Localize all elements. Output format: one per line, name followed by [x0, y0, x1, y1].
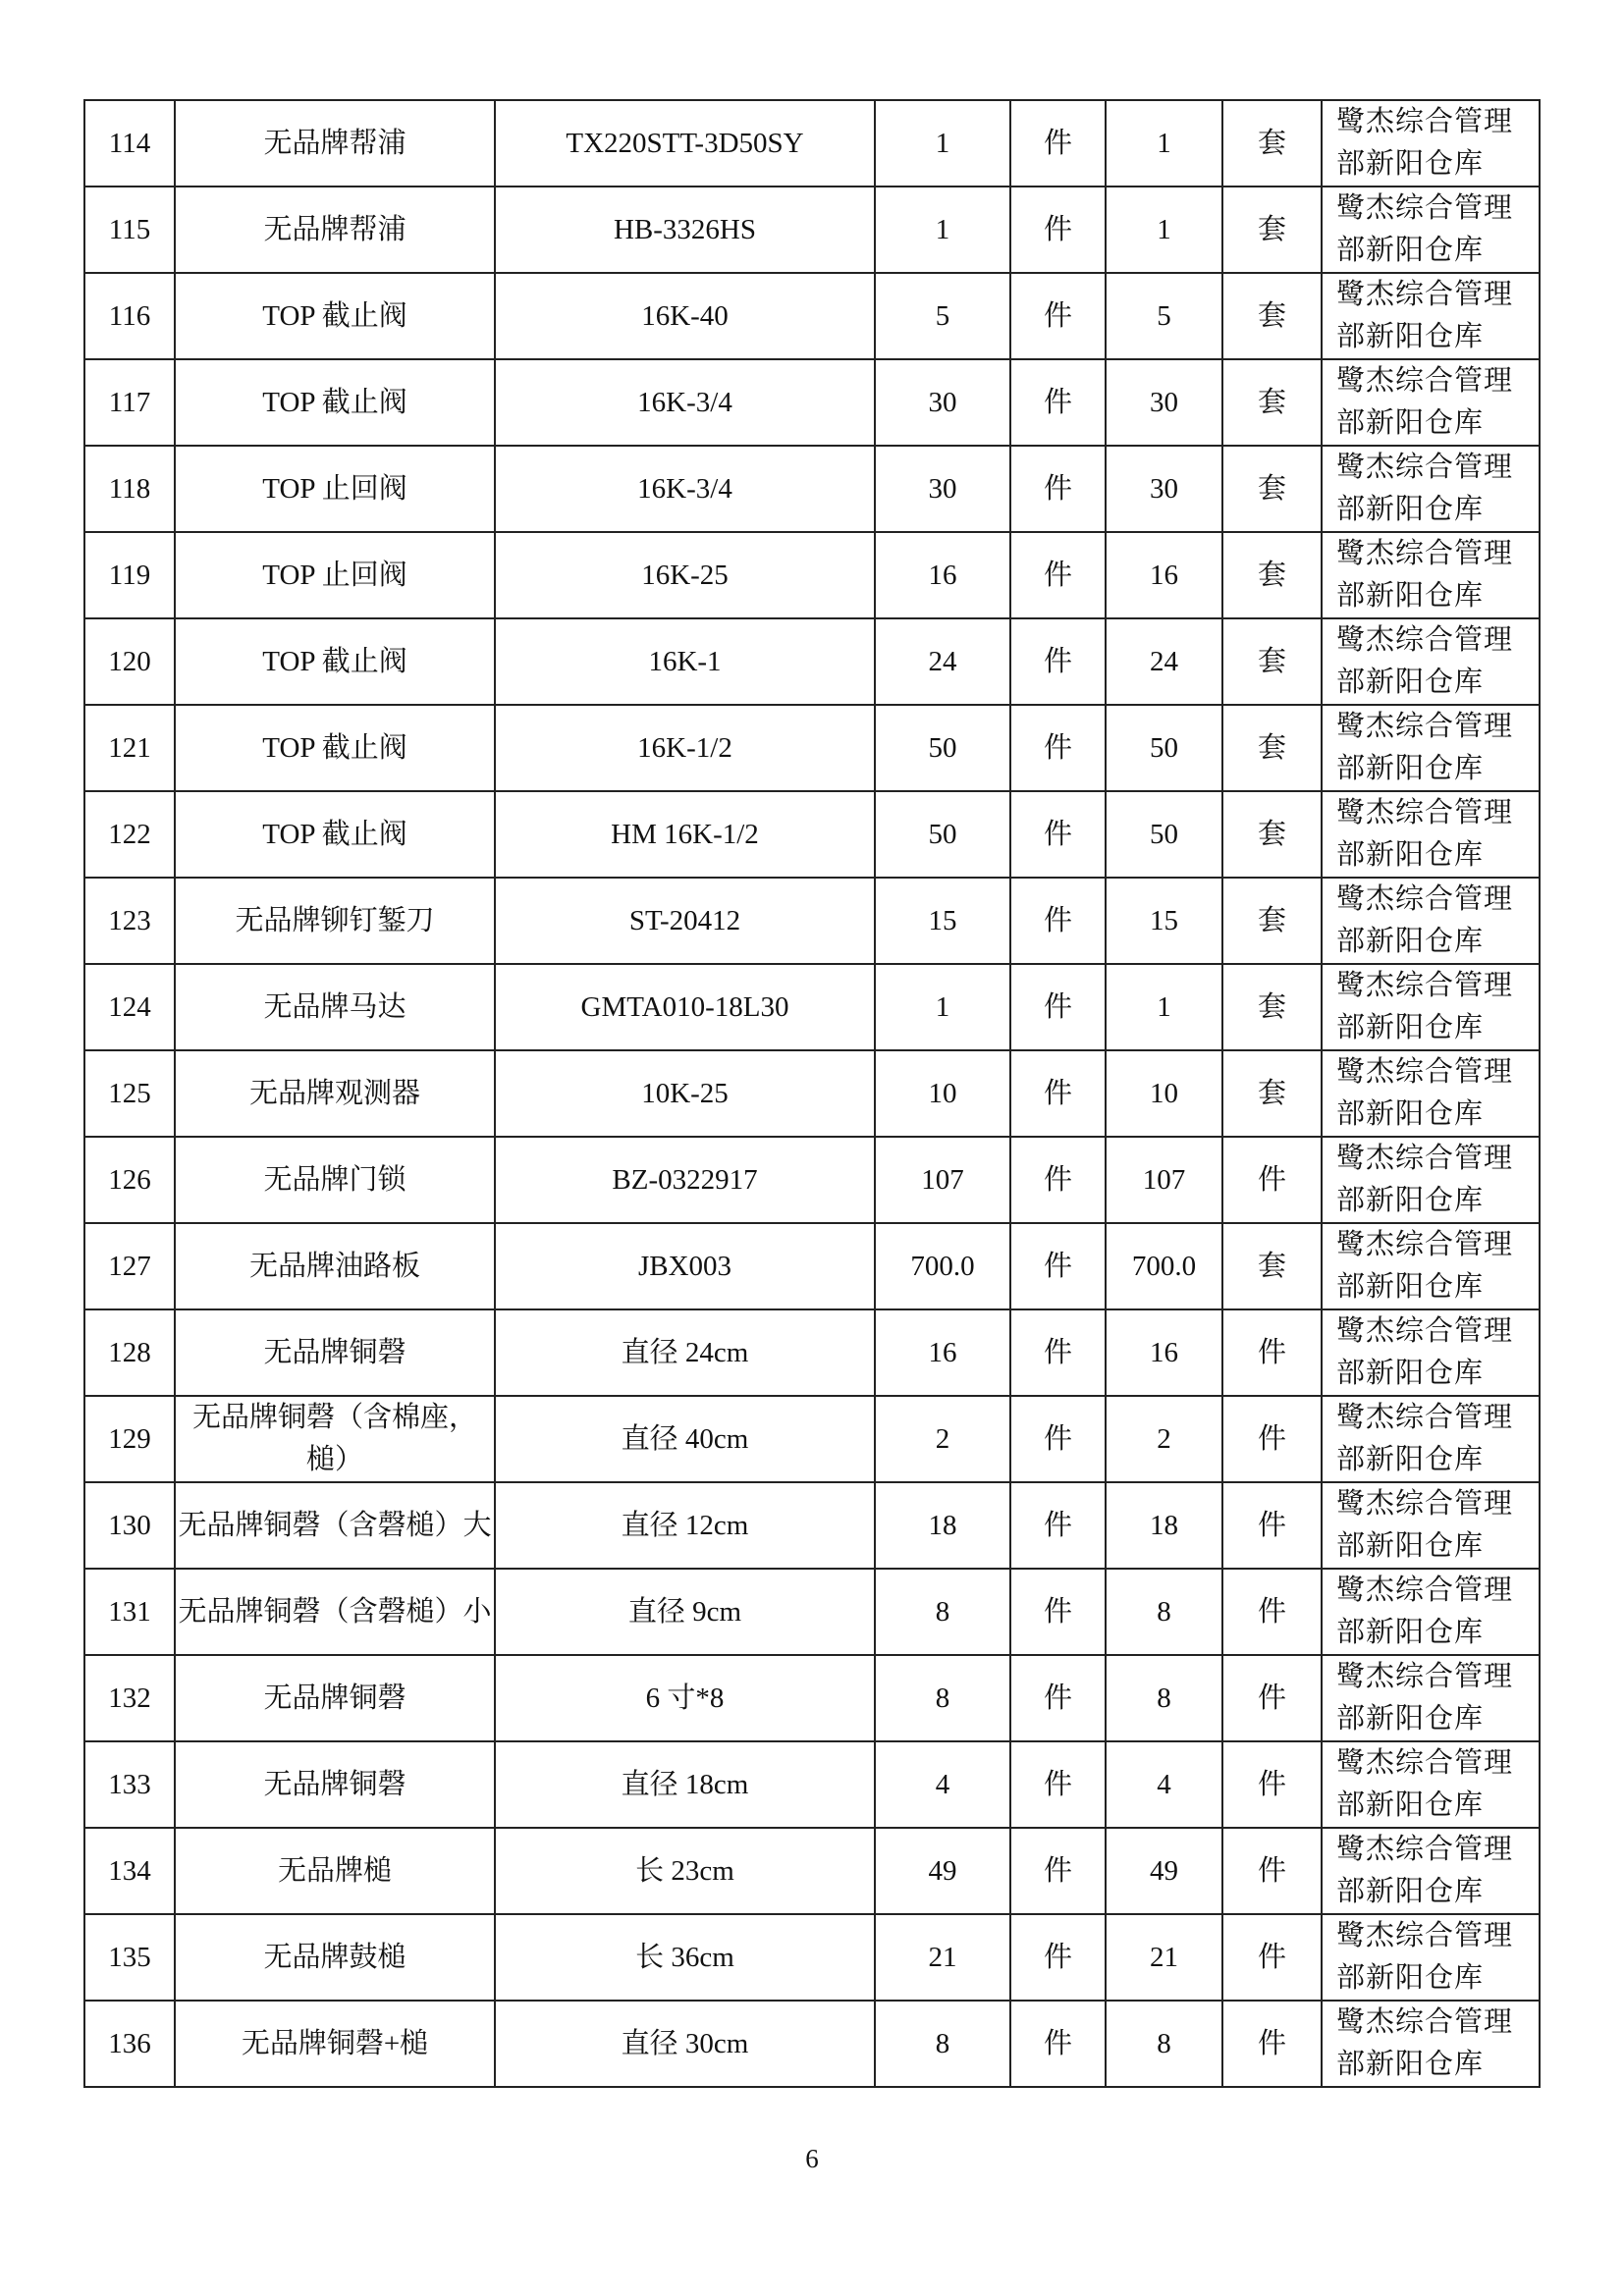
- item-name-cell: 无品牌铜磬（含棉座，槌）: [175, 1396, 495, 1482]
- location-line: 部新阳仓库: [1336, 148, 1485, 180]
- model-cell: 16K-3/4: [495, 359, 875, 446]
- model-cell: 16K-40: [495, 273, 875, 359]
- quantity-2-cell: 2: [1106, 1396, 1222, 1482]
- quantity-cell: 1: [875, 964, 1010, 1050]
- inventory-table: [83, 99, 1541, 2088]
- model-cell: 16K-1/2: [495, 705, 875, 791]
- item-name-cell: TOP 截止阀: [175, 618, 495, 705]
- row-number-cell: 128: [84, 1309, 175, 1396]
- unit-cell: 件: [1010, 1828, 1106, 1914]
- model-cell: TX220STT-3D50SY: [495, 100, 875, 187]
- model-cell: 16K-25: [495, 532, 875, 618]
- page-number: 6: [805, 2144, 819, 2173]
- unit-2-cell: 件: [1222, 1655, 1322, 1741]
- quantity-2-cell: 1: [1106, 100, 1222, 187]
- location-cell: [1322, 1223, 1540, 1309]
- quantity-2-cell: 8: [1106, 1569, 1222, 1655]
- unit-cell: 件: [1010, 1050, 1106, 1137]
- location-line: 鹭杰综合管理: [1336, 970, 1514, 1001]
- model-cell: GMTA010-18L30: [495, 964, 875, 1050]
- row-number-cell: 114: [84, 100, 175, 187]
- row-number-cell: 117: [84, 359, 175, 446]
- model-cell: 直径 18cm: [495, 1741, 875, 1828]
- location-line: 部新阳仓库: [1336, 1358, 1485, 1389]
- location-line: 部新阳仓库: [1336, 1271, 1485, 1303]
- location-cell: [1322, 878, 1540, 964]
- quantity-cell: 5: [875, 273, 1010, 359]
- table-row: [84, 964, 1540, 1050]
- table-row: [84, 446, 1540, 532]
- location-cell: [1322, 532, 1540, 618]
- row-number-cell: 133: [84, 1741, 175, 1828]
- quantity-2-cell: 49: [1106, 1828, 1222, 1914]
- unit-2-cell: 套: [1222, 618, 1322, 705]
- item-name-cell: TOP 截止阀: [175, 791, 495, 878]
- location-cell: [1322, 1309, 1540, 1396]
- unit-cell: 件: [1010, 2001, 1106, 2087]
- item-name-cell: TOP 止回阀: [175, 532, 495, 618]
- table-row: [84, 1569, 1540, 1655]
- location-cell: [1322, 1482, 1540, 1569]
- quantity-2-cell: 16: [1106, 532, 1222, 618]
- item-name-cell: 无品牌铜磬（含磬槌）大: [175, 1482, 495, 1569]
- table-row: [84, 705, 1540, 791]
- location-cell: [1322, 791, 1540, 878]
- quantity-2-cell: 1: [1106, 964, 1222, 1050]
- unit-2-cell: 套: [1222, 359, 1322, 446]
- location-line: 部新阳仓库: [1336, 1530, 1485, 1562]
- unit-2-cell: 套: [1222, 791, 1322, 878]
- table-row: [84, 532, 1540, 618]
- quantity-cell: 50: [875, 791, 1010, 878]
- row-number-cell: 121: [84, 705, 175, 791]
- unit-cell: 件: [1010, 878, 1106, 964]
- unit-cell: 件: [1010, 446, 1106, 532]
- quantity-2-cell: 8: [1106, 1655, 1222, 1741]
- row-number-cell: 115: [84, 187, 175, 273]
- location-line: 鹭杰综合管理: [1336, 1488, 1514, 1520]
- location-line: 部新阳仓库: [1336, 1185, 1485, 1216]
- unit-cell: 件: [1010, 1914, 1106, 2001]
- model-cell: 16K-1: [495, 618, 875, 705]
- location-line: 鹭杰综合管理: [1336, 1575, 1514, 1606]
- item-name-cell: 无品牌铆钉錾刀: [175, 878, 495, 964]
- row-number-cell: 136: [84, 2001, 175, 2087]
- unit-2-cell: 套: [1222, 187, 1322, 273]
- table-row: [84, 273, 1540, 359]
- unit-2-cell: 套: [1222, 1050, 1322, 1137]
- quantity-2-cell: 15: [1106, 878, 1222, 964]
- model-cell: HM 16K-1/2: [495, 791, 875, 878]
- unit-cell: 件: [1010, 359, 1106, 446]
- row-number-cell: 116: [84, 273, 175, 359]
- unit-cell: 件: [1010, 791, 1106, 878]
- location-line: 鹭杰综合管理: [1336, 1920, 1514, 1951]
- model-cell: HB-3326HS: [495, 187, 875, 273]
- table-row: [84, 187, 1540, 273]
- model-cell: 直径 40cm: [495, 1396, 875, 1482]
- quantity-2-cell: 18: [1106, 1482, 1222, 1569]
- item-name-cell: 无品牌马达: [175, 964, 495, 1050]
- quantity-2-cell: 107: [1106, 1137, 1222, 1223]
- location-line: 部新阳仓库: [1336, 753, 1485, 784]
- table-row: [84, 1137, 1540, 1223]
- quantity-2-cell: 5: [1106, 273, 1222, 359]
- row-number-cell: 132: [84, 1655, 175, 1741]
- item-name-cell: 无品牌铜磬: [175, 1655, 495, 1741]
- quantity-cell: 16: [875, 1309, 1010, 1396]
- item-name-cell: 无品牌铜磬: [175, 1309, 495, 1396]
- quantity-2-cell: 16: [1106, 1309, 1222, 1396]
- location-cell: [1322, 1137, 1540, 1223]
- model-cell: ST-20412: [495, 878, 875, 964]
- model-cell: 直径 30cm: [495, 2001, 875, 2087]
- location-line: 鹭杰综合管理: [1336, 192, 1514, 224]
- quantity-cell: 8: [875, 1569, 1010, 1655]
- model-cell: 直径 9cm: [495, 1569, 875, 1655]
- quantity-2-cell: 50: [1106, 705, 1222, 791]
- table-row: [84, 791, 1540, 878]
- item-name-cell: TOP 截止阀: [175, 705, 495, 791]
- row-number-cell: 129: [84, 1396, 175, 1482]
- location-line: 鹭杰综合管理: [1336, 279, 1514, 310]
- model-cell: 16K-3/4: [495, 446, 875, 532]
- item-name-cell: 无品牌帮浦: [175, 187, 495, 273]
- unit-2-cell: 套: [1222, 878, 1322, 964]
- location-line: 鹭杰综合管理: [1336, 624, 1514, 656]
- unit-2-cell: 套: [1222, 705, 1322, 791]
- location-line: 鹭杰综合管理: [1336, 1402, 1514, 1433]
- unit-cell: 件: [1010, 618, 1106, 705]
- item-name-cell: TOP 止回阀: [175, 446, 495, 532]
- location-line: 鹭杰综合管理: [1336, 2006, 1514, 2038]
- quantity-2-cell: 700.0: [1106, 1223, 1222, 1309]
- table-row: [84, 1223, 1540, 1309]
- item-name-cell: 无品牌帮浦: [175, 100, 495, 187]
- quantity-cell: 16: [875, 532, 1010, 618]
- location-line: 鹭杰综合管理: [1336, 538, 1514, 569]
- location-line: 部新阳仓库: [1336, 1876, 1485, 1907]
- item-name-cell: TOP 截止阀: [175, 359, 495, 446]
- quantity-2-cell: 1: [1106, 187, 1222, 273]
- quantity-2-cell: 10: [1106, 1050, 1222, 1137]
- row-number-cell: 123: [84, 878, 175, 964]
- location-line: 部新阳仓库: [1336, 1703, 1485, 1735]
- quantity-cell: 24: [875, 618, 1010, 705]
- table-row: [84, 618, 1540, 705]
- item-name-cell: 无品牌铜磬+槌: [175, 2001, 495, 2087]
- item-name-cell: 无品牌槌: [175, 1828, 495, 1914]
- model-cell: 6 寸*8: [495, 1655, 875, 1741]
- quantity-cell: 700.0: [875, 1223, 1010, 1309]
- location-line: 鹭杰综合管理: [1336, 452, 1514, 483]
- item-name-cell: 无品牌铜磬: [175, 1741, 495, 1828]
- unit-2-cell: 件: [1222, 1137, 1322, 1223]
- unit-2-cell: 套: [1222, 1223, 1322, 1309]
- location-cell: [1322, 273, 1540, 359]
- location-line: 部新阳仓库: [1336, 1098, 1485, 1130]
- location-cell: [1322, 1828, 1540, 1914]
- row-number-cell: 134: [84, 1828, 175, 1914]
- quantity-cell: 1: [875, 100, 1010, 187]
- quantity-2-cell: 50: [1106, 791, 1222, 878]
- quantity-cell: 2: [875, 1396, 1010, 1482]
- location-line: 部新阳仓库: [1336, 580, 1485, 612]
- unit-2-cell: 件: [1222, 2001, 1322, 2087]
- unit-2-cell: 套: [1222, 273, 1322, 359]
- unit-2-cell: 件: [1222, 1914, 1322, 2001]
- table-row: [84, 1828, 1540, 1914]
- item-name-cell: 无品牌油路板: [175, 1223, 495, 1309]
- location-cell: [1322, 359, 1540, 446]
- quantity-2-cell: 24: [1106, 618, 1222, 705]
- quantity-2-cell: 30: [1106, 446, 1222, 532]
- unit-2-cell: 件: [1222, 1396, 1322, 1482]
- location-line: 部新阳仓库: [1336, 1617, 1485, 1648]
- row-number-cell: 125: [84, 1050, 175, 1137]
- location-cell: [1322, 1655, 1540, 1741]
- table-row: [84, 1655, 1540, 1741]
- location-cell: [1322, 100, 1540, 187]
- location-cell: [1322, 1914, 1540, 2001]
- location-line: 鹭杰综合管理: [1336, 1834, 1514, 1865]
- location-line: 部新阳仓库: [1336, 1962, 1485, 1994]
- item-name-cell: 无品牌鼓槌: [175, 1914, 495, 2001]
- row-number-cell: 126: [84, 1137, 175, 1223]
- quantity-cell: 30: [875, 446, 1010, 532]
- unit-cell: 件: [1010, 273, 1106, 359]
- unit-2-cell: 套: [1222, 100, 1322, 187]
- table-row: [84, 1396, 1540, 1482]
- quantity-cell: 1: [875, 187, 1010, 273]
- location-line: 部新阳仓库: [1336, 1789, 1485, 1821]
- location-cell: [1322, 964, 1540, 1050]
- table-row: [84, 878, 1540, 964]
- location-line: 部新阳仓库: [1336, 235, 1485, 266]
- quantity-cell: 49: [875, 1828, 1010, 1914]
- table-row: [84, 359, 1540, 446]
- location-line: 部新阳仓库: [1336, 1444, 1485, 1475]
- row-number-cell: 118: [84, 446, 175, 532]
- quantity-2-cell: 4: [1106, 1741, 1222, 1828]
- location-cell: [1322, 1741, 1540, 1828]
- unit-2-cell: 件: [1222, 1309, 1322, 1396]
- table-row: [84, 1914, 1540, 2001]
- unit-2-cell: 件: [1222, 1569, 1322, 1655]
- location-cell: [1322, 1569, 1540, 1655]
- quantity-cell: 15: [875, 878, 1010, 964]
- location-line: 鹭杰综合管理: [1336, 106, 1514, 137]
- row-number-cell: 135: [84, 1914, 175, 2001]
- location-line: 部新阳仓库: [1336, 1012, 1485, 1043]
- location-line: 鹭杰综合管理: [1336, 883, 1514, 915]
- unit-2-cell: 件: [1222, 1828, 1322, 1914]
- model-cell: 直径 24cm: [495, 1309, 875, 1396]
- row-number-cell: 120: [84, 618, 175, 705]
- location-line: 部新阳仓库: [1336, 839, 1485, 871]
- row-number-cell: 124: [84, 964, 175, 1050]
- unit-cell: 件: [1010, 1309, 1106, 1396]
- location-line: 鹭杰综合管理: [1336, 1229, 1514, 1260]
- row-number-cell: 122: [84, 791, 175, 878]
- location-line: 鹭杰综合管理: [1336, 797, 1514, 828]
- quantity-cell: 30: [875, 359, 1010, 446]
- location-line: 鹭杰综合管理: [1336, 1661, 1514, 1692]
- model-cell: 长 36cm: [495, 1914, 875, 2001]
- location-cell: [1322, 618, 1540, 705]
- location-line: 鹭杰综合管理: [1336, 1747, 1514, 1779]
- model-cell: 10K-25: [495, 1050, 875, 1137]
- row-number-cell: 130: [84, 1482, 175, 1569]
- unit-2-cell: 件: [1222, 1741, 1322, 1828]
- unit-cell: 件: [1010, 187, 1106, 273]
- table-row: [84, 100, 1540, 187]
- location-cell: [1322, 446, 1540, 532]
- unit-2-cell: 套: [1222, 964, 1322, 1050]
- unit-cell: 件: [1010, 1655, 1106, 1741]
- unit-2-cell: 套: [1222, 446, 1322, 532]
- item-name-cell: 无品牌观测器: [175, 1050, 495, 1137]
- location-line: 鹭杰综合管理: [1336, 711, 1514, 742]
- location-cell: [1322, 705, 1540, 791]
- location-line: 部新阳仓库: [1336, 2049, 1485, 2080]
- quantity-2-cell: 30: [1106, 359, 1222, 446]
- quantity-2-cell: 21: [1106, 1914, 1222, 2001]
- unit-cell: 件: [1010, 100, 1106, 187]
- unit-cell: 件: [1010, 705, 1106, 791]
- location-line: 鹭杰综合管理: [1336, 1143, 1514, 1174]
- item-name-cell: 无品牌门锁: [175, 1137, 495, 1223]
- unit-cell: 件: [1010, 532, 1106, 618]
- unit-cell: 件: [1010, 1482, 1106, 1569]
- unit-cell: 件: [1010, 964, 1106, 1050]
- table-row: [84, 2001, 1540, 2087]
- location-cell: [1322, 2001, 1540, 2087]
- table-row: [84, 1050, 1540, 1137]
- model-cell: 直径 12cm: [495, 1482, 875, 1569]
- unit-cell: 件: [1010, 1223, 1106, 1309]
- row-number-cell: 131: [84, 1569, 175, 1655]
- quantity-cell: 107: [875, 1137, 1010, 1223]
- unit-2-cell: 套: [1222, 532, 1322, 618]
- model-cell: 长 23cm: [495, 1828, 875, 1914]
- table-row: [84, 1741, 1540, 1828]
- quantity-cell: 4: [875, 1741, 1010, 1828]
- location-line: 部新阳仓库: [1336, 321, 1485, 352]
- item-name-cell: 无品牌铜磬（含磬槌）小: [175, 1569, 495, 1655]
- row-number-cell: 127: [84, 1223, 175, 1309]
- model-cell: BZ-0322917: [495, 1137, 875, 1223]
- location-line: 鹭杰综合管理: [1336, 1056, 1514, 1088]
- location-line: 部新阳仓库: [1336, 494, 1485, 525]
- unit-cell: 件: [1010, 1741, 1106, 1828]
- location-cell: [1322, 1050, 1540, 1137]
- location-cell: [1322, 1396, 1540, 1482]
- item-name-cell: TOP 截止阀: [175, 273, 495, 359]
- table-row: [84, 1309, 1540, 1396]
- unit-cell: 件: [1010, 1137, 1106, 1223]
- unit-cell: 件: [1010, 1396, 1106, 1482]
- quantity-cell: 50: [875, 705, 1010, 791]
- quantity-cell: 10: [875, 1050, 1010, 1137]
- table-body: [84, 100, 1540, 2087]
- quantity-cell: 8: [875, 2001, 1010, 2087]
- location-line: 部新阳仓库: [1336, 407, 1485, 439]
- quantity-cell: 18: [875, 1482, 1010, 1569]
- location-cell: [1322, 187, 1540, 273]
- location-line: 鹭杰综合管理: [1336, 1315, 1514, 1347]
- row-number-cell: 119: [84, 532, 175, 618]
- unit-2-cell: 件: [1222, 1482, 1322, 1569]
- location-line: 鹭杰综合管理: [1336, 365, 1514, 397]
- unit-cell: 件: [1010, 1569, 1106, 1655]
- location-line: 部新阳仓库: [1336, 667, 1485, 698]
- location-line: 部新阳仓库: [1336, 926, 1485, 957]
- quantity-cell: 8: [875, 1655, 1010, 1741]
- table-row: [84, 1482, 1540, 1569]
- quantity-2-cell: 8: [1106, 2001, 1222, 2087]
- model-cell: JBX003: [495, 1223, 875, 1309]
- quantity-cell: 21: [875, 1914, 1010, 2001]
